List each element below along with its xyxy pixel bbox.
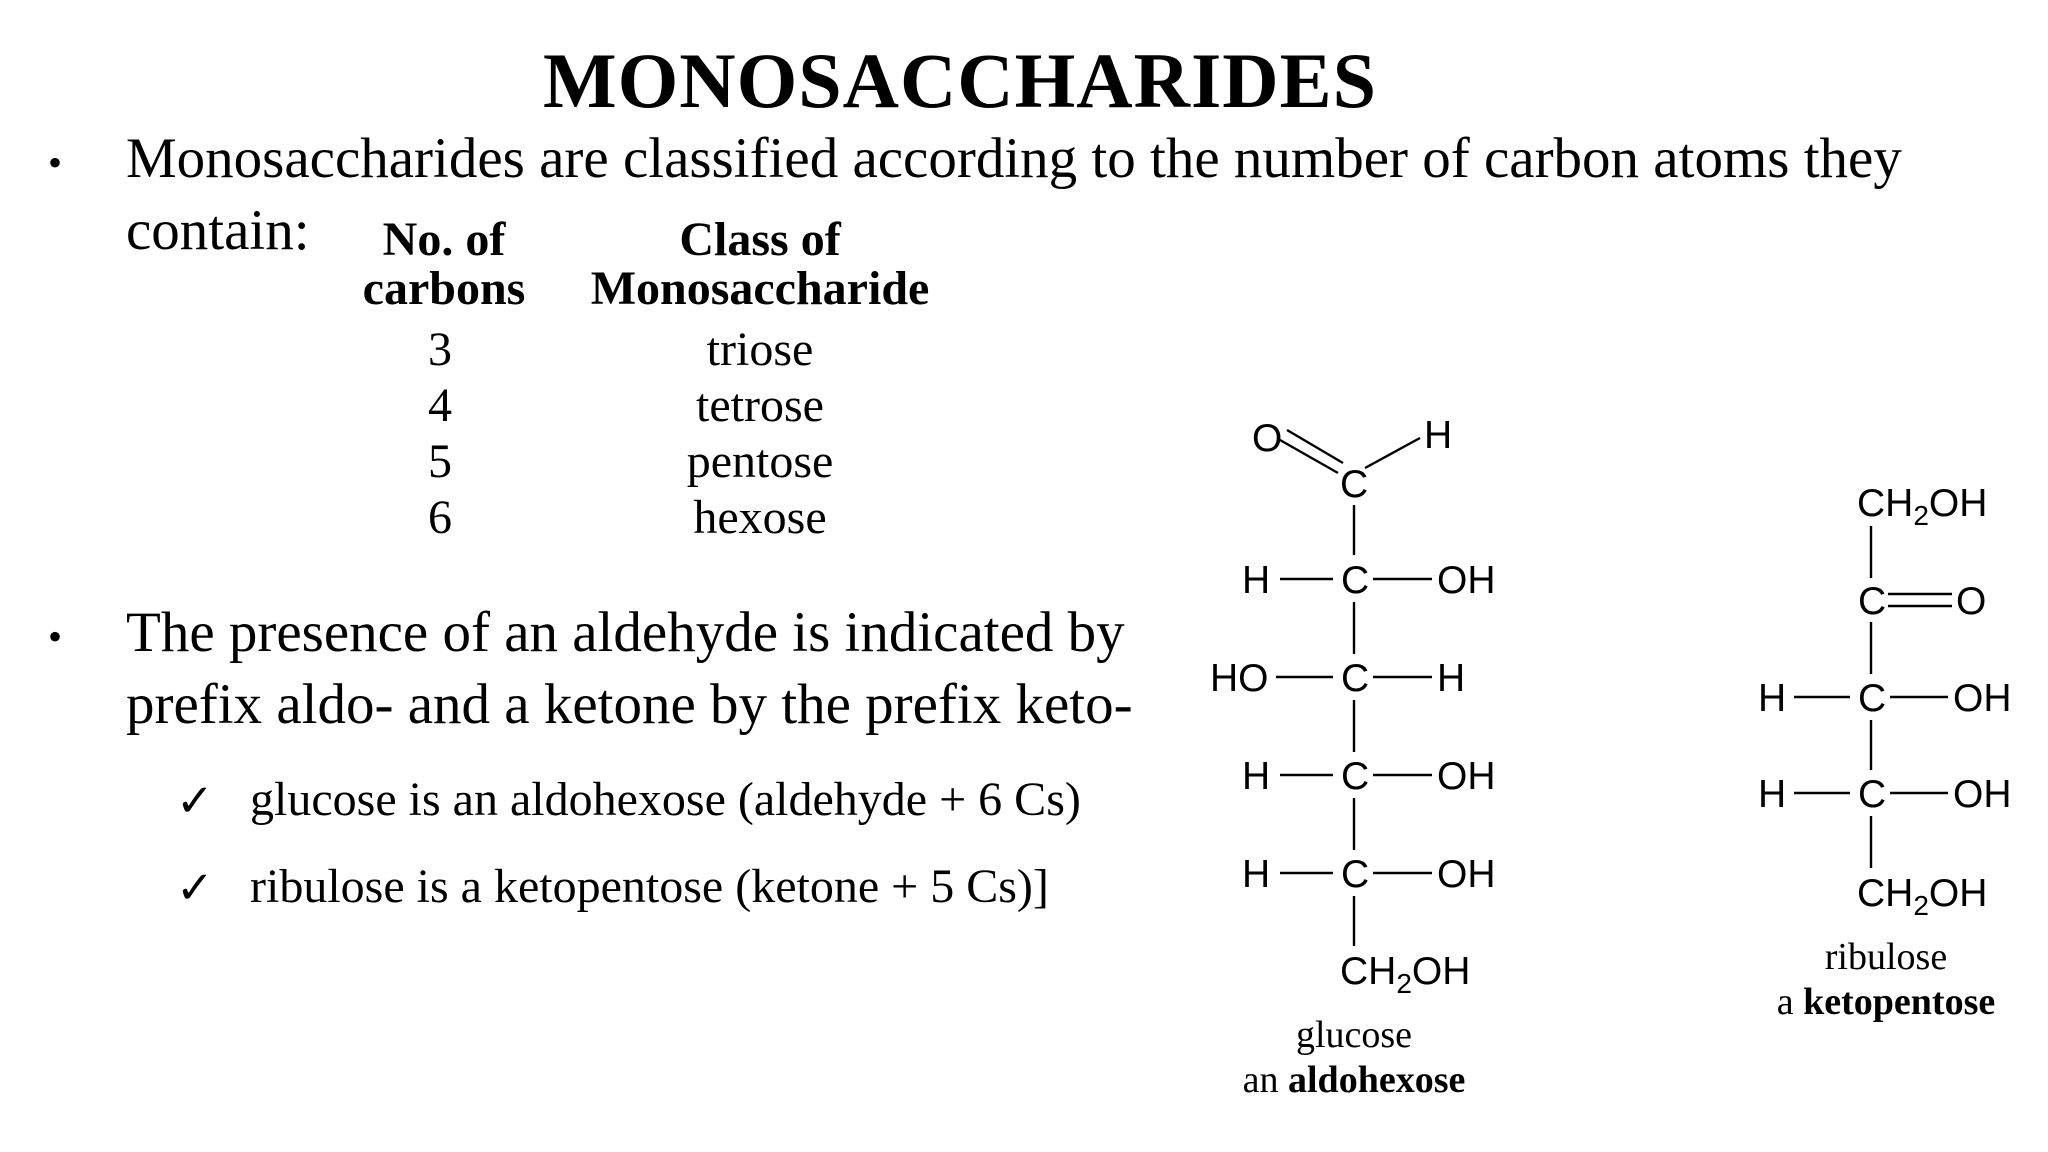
prefix-line-2: prefix aldo- and a ketone by the prefix keto- (126, 673, 1133, 736)
glucose-row4-right: OH (1437, 853, 1496, 896)
glucose-aldehyde-o: O (1252, 417, 1283, 460)
table-header-carbons (346, 215, 542, 313)
bullet-dot: • (48, 614, 63, 659)
header-carbons-line-2: carbons (362, 262, 526, 315)
table-cell-carbons: 5 (428, 435, 452, 488)
checkmark-icon: ✓ (176, 776, 214, 826)
ribulose-row2-right: OH (1953, 773, 2012, 816)
intro-line-2: contain: (126, 199, 310, 262)
fischer-projections (1196, 396, 2048, 1152)
glucose-caption-class: an aldohexose (1242, 1059, 1466, 1101)
ribulose-c4: C (1858, 773, 1887, 816)
glucose-row1-right: OH (1437, 559, 1496, 602)
ribulose-top-ch2oh: $CH_2OH$ (1857, 482, 1988, 531)
table-cell-class: hexose (693, 491, 827, 544)
glucose-caption-name: glucose (1295, 1014, 1413, 1056)
table-cell-carbons: 4 (428, 379, 452, 432)
prefix-line-1: The presence of an aldehyde is indicated by (126, 601, 1125, 664)
example-ribulose: ribulose is a ketopentose (ketone + 5 Cs)] (250, 860, 1049, 913)
ribulose-c2: C (1858, 580, 1887, 623)
page-title: MONOSACCHARIDES (542, 37, 1378, 124)
ribulose-caption-name: ribulose (1824, 936, 1948, 978)
glucose-row3-right: OH (1437, 755, 1496, 798)
ribulose-structure (1758, 482, 2012, 1023)
ribulose-row2-left: H (1758, 773, 1787, 816)
ribulose-bottom-ch2oh: $CH_2OH$ (1857, 872, 1988, 921)
glucose-c5: C (1341, 853, 1370, 896)
glucose-row1-left: H (1242, 559, 1271, 602)
glucose-ch2oh: $CH_2OH$ (1340, 950, 1471, 999)
table-header-class (560, 215, 960, 313)
glucose-row4-left: H (1242, 853, 1271, 896)
glucose-double-bond-b (1287, 430, 1343, 463)
glucose-ch-bond (1365, 438, 1420, 468)
checkmark-icon: ✓ (176, 863, 214, 913)
header-class-line-1: Class of (679, 213, 841, 266)
table-cell-carbons: 3 (428, 323, 452, 376)
table-cell-class: pentose (686, 435, 834, 488)
glucose-row2-right: H (1437, 657, 1466, 700)
glucose-c1: C (1340, 463, 1369, 506)
ribulose-row1-left: H (1758, 677, 1787, 720)
intro-line-1: Monosaccharides are classified according to the number of carbon atoms they (126, 127, 1902, 190)
glucose-row2-left: HO (1210, 657, 1269, 700)
header-class-line-2: Monosaccharide (590, 262, 930, 315)
glucose-row3-left: H (1242, 755, 1271, 798)
table-cell-carbons: 6 (428, 491, 452, 544)
table-cell-class: triose (706, 323, 814, 376)
ribulose-keto-o: O (1956, 580, 1987, 623)
glucose-c4: C (1341, 755, 1370, 798)
ribulose-row1-right: OH (1953, 677, 2012, 720)
glucose-c3: C (1341, 657, 1370, 700)
header-carbons-line-1: No. of (382, 213, 506, 266)
ribulose-c3: C (1858, 677, 1887, 720)
example-glucose: glucose is an aldohexose (aldehyde + 6 Cs) (250, 773, 1081, 826)
glucose-double-bond-a (1280, 440, 1338, 473)
table-cell-class: tetrose (696, 379, 824, 432)
glucose-structure (1210, 414, 1496, 1101)
glucose-c2: C (1341, 559, 1370, 602)
bullet-dot: • (48, 140, 63, 185)
glucose-aldehyde-h: H (1424, 414, 1453, 457)
ribulose-caption-class: a ketopentose (1776, 981, 1996, 1023)
